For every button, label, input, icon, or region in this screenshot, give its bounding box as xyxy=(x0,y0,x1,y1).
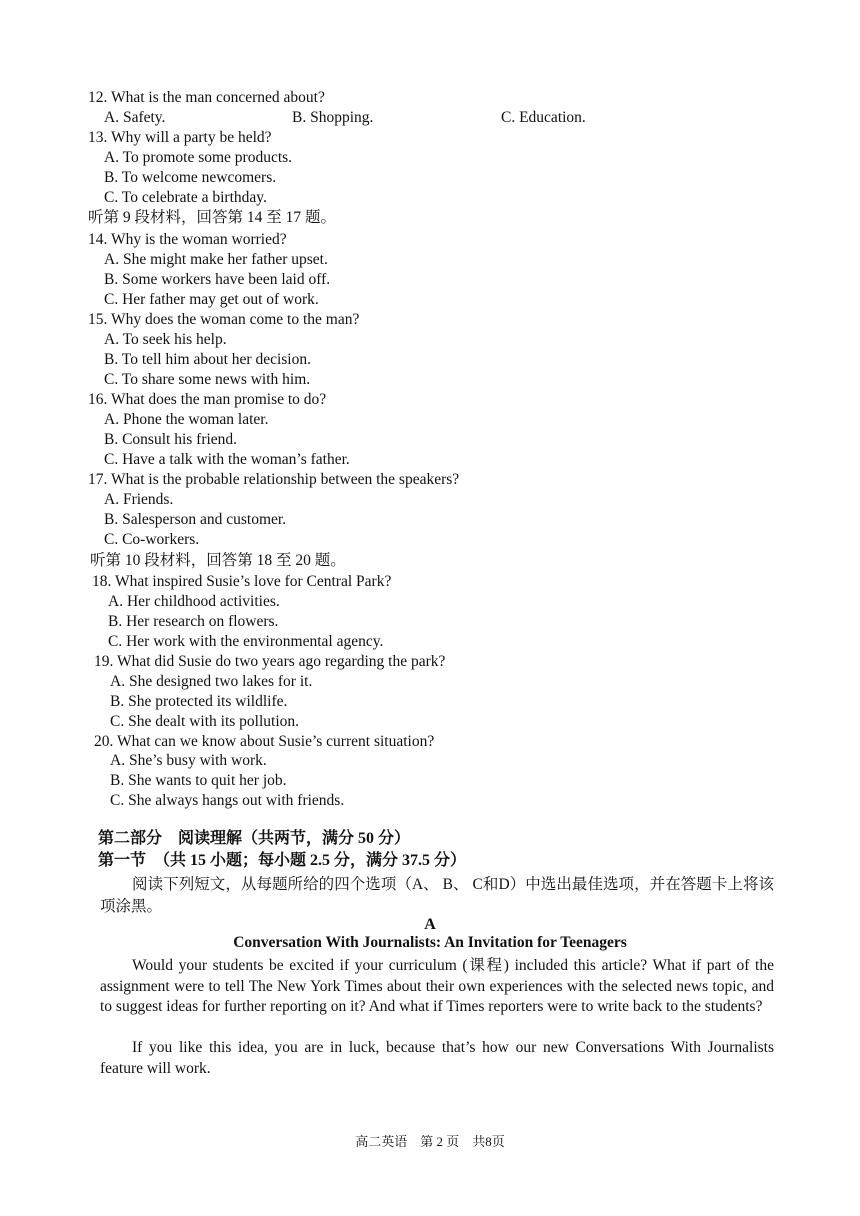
option-b: B. Salesperson and customer. xyxy=(104,511,287,528)
option-a: A. Phone the woman later. xyxy=(104,411,269,428)
question-20: 20. What can we know about Susie’s current situation? xyxy=(94,733,435,750)
question-13: 13. Why will a party be held? xyxy=(88,129,272,146)
question-18: 18. What inspired Susie’s love for Central Park? xyxy=(92,573,392,590)
option-b: B. Shopping. xyxy=(292,109,374,126)
reading-instruction: 阅读下列短文，从每题所给的四个选项（A、 B、 C和D）中选出最佳选项，并在答题卡上将该项涂黑。 xyxy=(100,876,774,915)
option-a: A. She might make her father upset. xyxy=(104,251,328,268)
option-a: A. She’s busy with work. xyxy=(110,752,267,769)
passage-paragraph-2: If you like this idea, you are in luck, because that’s how our new Conversations With Journalists feature will work. xyxy=(100,1039,774,1077)
passage-letter: A xyxy=(424,916,436,933)
passage-paragraph-1: Would your students be excited if your curriculum (课程) included this article? What if part of the assignment were to tell The New York Times about their own experiences with the selected news topic, and to suggest ideas for further reporting on it? And what if Times reporters were to write back to the students? xyxy=(100,957,774,1015)
option-c: C. Education. xyxy=(501,109,586,126)
option-c: C. To share some news with him. xyxy=(104,371,311,388)
instruction-section-9: 听第 9 段材料，回答第 14 至 17 题。 xyxy=(88,209,337,226)
option-c: C. Her father may get out of work. xyxy=(104,291,319,308)
instruction-section-10: 听第 10 段材料，回答第 18 至 20 题。 xyxy=(90,552,346,569)
question-14: 14. Why is the woman worried? xyxy=(88,231,287,248)
option-b: B. Consult his friend. xyxy=(104,431,238,448)
question-19: 19. What did Susie do two years ago regarding the park? xyxy=(94,653,446,670)
option-a: A. She designed two lakes for it. xyxy=(110,673,313,690)
option-a: A. Safety. xyxy=(104,109,166,126)
option-c: C. She dealt with its pollution. xyxy=(110,713,300,730)
part-heading: 第二部分 阅读理解（共两节，满分 50 分） xyxy=(98,830,411,847)
option-b: B. Some workers have been laid off. xyxy=(104,271,331,288)
option-c: C. Co-workers. xyxy=(104,531,200,548)
option-b: B. She protected its wildlife. xyxy=(110,693,288,710)
question-15: 15. Why does the woman come to the man? xyxy=(88,311,360,328)
question-16: 16. What does the man promise to do? xyxy=(88,391,327,408)
question-12-options xyxy=(0,108,860,128)
option-b: B. To tell him about her decision. xyxy=(104,351,311,368)
option-c: C. To celebrate a birthday. xyxy=(104,189,267,206)
option-b: B. Her research on flowers. xyxy=(108,613,279,630)
option-c: C. Have a talk with the woman’s father. xyxy=(104,451,350,468)
page-footer: 高二英语 第 2 页 共8页 xyxy=(355,1134,505,1149)
question-17: 17. What is the probable relationship between the speakers? xyxy=(88,471,460,488)
passage-title: Conversation With Journalists: An Invitation for Teenagers xyxy=(233,934,627,951)
option-a: A. To promote some products. xyxy=(104,149,293,166)
option-b: B. She wants to quit her job. xyxy=(110,772,287,789)
section-heading: 第一节 （共 15 小题；每小题 2.5 分，满分 37.5 分） xyxy=(98,852,467,869)
option-b: B. To welcome newcomers. xyxy=(104,169,277,186)
option-a: A. Friends. xyxy=(104,491,174,508)
option-c: C. Her work with the environmental agency. xyxy=(108,633,384,650)
option-a: A. To seek his help. xyxy=(104,331,227,348)
question-12: 12. What is the man concerned about? xyxy=(88,89,325,106)
option-a: A. Her childhood activities. xyxy=(108,593,280,610)
option-c: C. She always hangs out with friends. xyxy=(110,792,345,809)
